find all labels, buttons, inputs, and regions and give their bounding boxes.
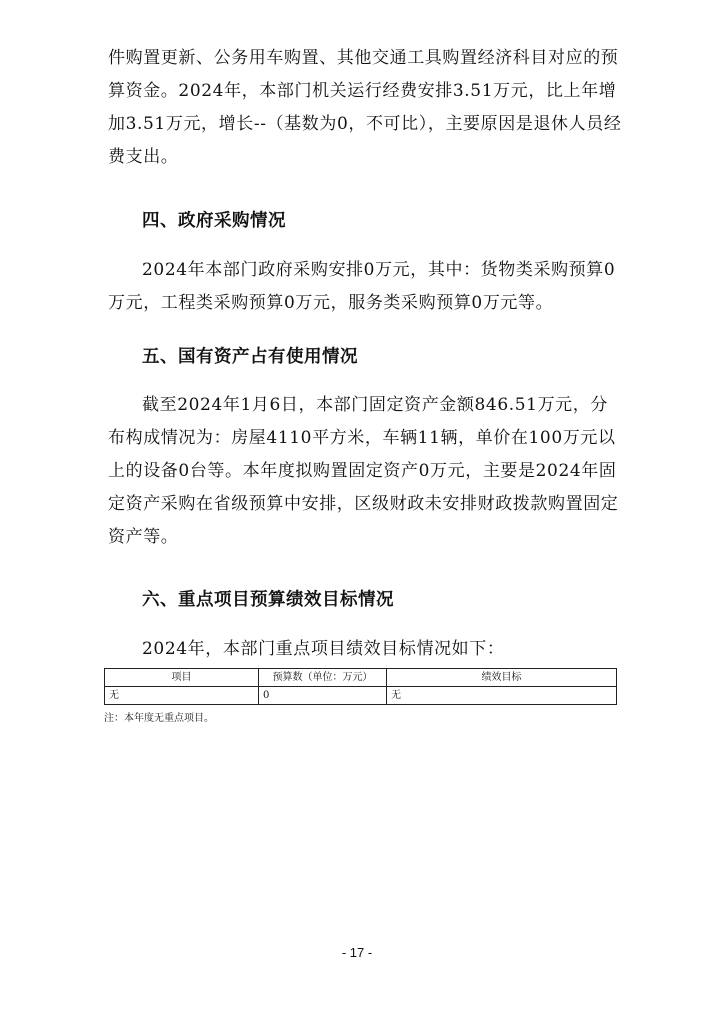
table-header-row	[105, 669, 617, 687]
table-cell-project: 无	[105, 687, 259, 705]
table-header-target: 绩效目标	[387, 669, 617, 687]
table-note: 注：本年度无重点项目。	[104, 713, 214, 724]
table-cell-budget: 0	[259, 687, 387, 705]
table-cell-target: 无	[387, 687, 617, 705]
heading-performance-targets: 六、重点项目预算绩效目标情况	[142, 590, 394, 610]
paragraph-operating-funds: 件购置更新、公务用车购置、其他交通工具购置经济科目对应的预算资金。2024年，本部门机关运行经费安排3.51万元，比上年增加3.51万元，增长--（基数为0，不可比），主要原因是退休人员经费支出。	[108, 48, 622, 167]
table-header-budget: 预算数（单位：万元）	[259, 669, 387, 687]
page-number: - 17 -	[341, 945, 373, 960]
heading-government-procurement: 四、政府采购情况	[142, 211, 286, 231]
paragraph-assets: 截至2024年1月6日，本部门固定资产金额846.51万元，分布构成情况为：房屋4110平方米，车辆11辆，单价在100万元以上的设备0台等。本年度拟购置固定资产0万元，主要是2024年固定资产采购在省级预算中安排，区级财政未安排财政拨款购置固定资产等。	[108, 395, 619, 547]
heading-state-assets: 五、国有资产占有使用情况	[142, 347, 358, 367]
paragraph-procurement: 2024年本部门政府采购安排0万元，其中：货物类采购预算0万元，工程类采购预算0万元，服务类采购预算0万元等。	[108, 260, 616, 313]
table-header-project: 项目	[105, 669, 259, 687]
table-row	[105, 687, 617, 705]
performance-table	[104, 668, 617, 705]
paragraph-performance-intro: 2024年，本部门重点项目绩效目标情况如下：	[142, 639, 505, 659]
